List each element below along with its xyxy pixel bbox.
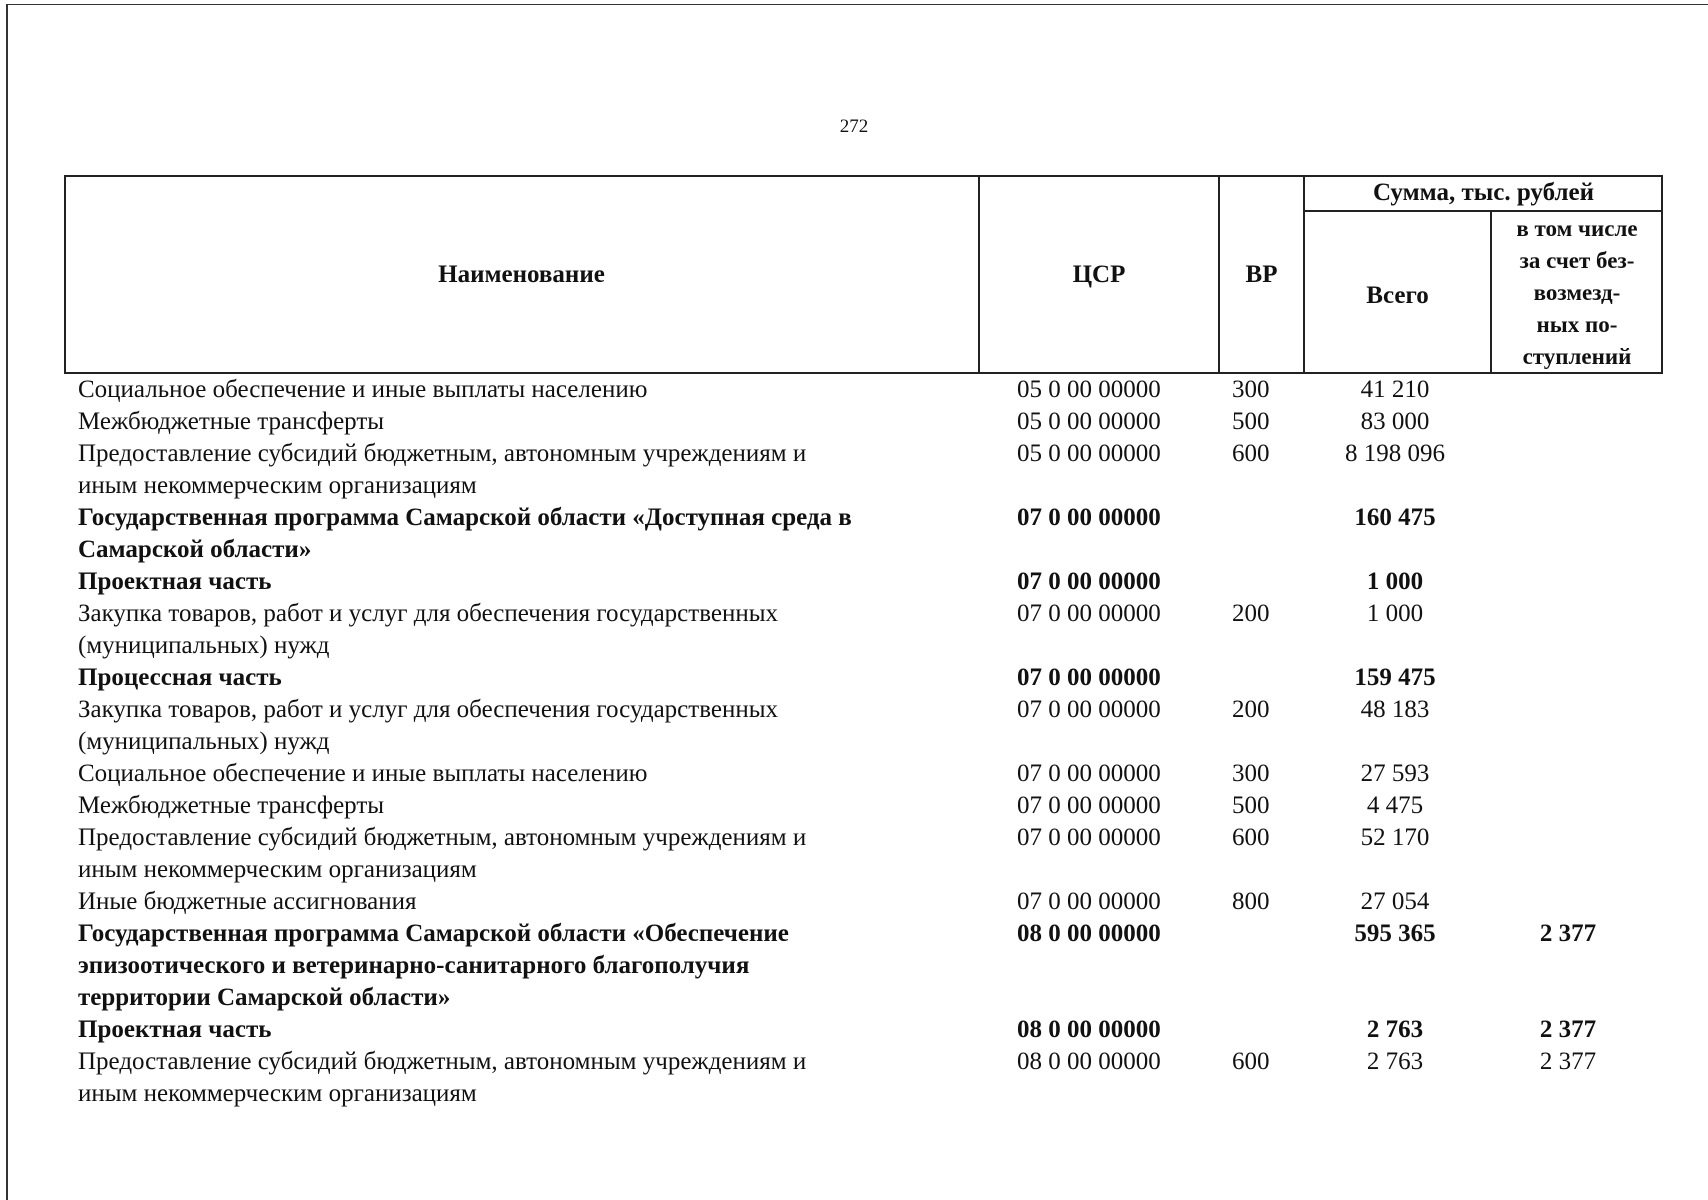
table-row (0, 374, 1708, 406)
row-vr: 500 (1232, 792, 1270, 819)
row-name: Предоставление субсидий бюджетным, автономным учреждениям и иным некоммерческим организациям (78, 1048, 807, 1107)
row-vr: 600 (1232, 824, 1270, 851)
header-sum: Сумма, тыс. рублей (1372, 179, 1595, 206)
table-row (0, 566, 1708, 598)
row-name: Государственная программа Самарской области «Обеспечение эпизоотического и ветеринарно-санитарного благополучия территории Самарской области» (78, 920, 789, 1011)
row-total: 595 365 (1354, 920, 1436, 947)
table-row (0, 1046, 1708, 1110)
table-row (0, 598, 1708, 662)
row-csr: 07 0 00 00000 (1017, 568, 1161, 595)
row-csr: 07 0 00 00000 (1017, 792, 1161, 819)
header-including-line: возмезд- (1533, 279, 1621, 305)
table-row (0, 502, 1708, 566)
header-vr: ВР (1245, 260, 1278, 288)
row-total: 27 593 (1360, 760, 1430, 787)
row-vr: 300 (1232, 760, 1270, 787)
row-name: Межбюджетные трансферты (78, 408, 385, 435)
row-vr: 200 (1232, 696, 1270, 723)
header-including-line: за счет без- (1519, 247, 1635, 273)
row-csr: 08 0 00 00000 (1017, 1016, 1161, 1043)
row-csr: 07 0 00 00000 (1017, 600, 1161, 627)
row-vr: 200 (1232, 600, 1270, 627)
header-including-line: в том числе (1516, 215, 1638, 241)
row-vr: 600 (1232, 1048, 1270, 1075)
row-csr: 08 0 00 00000 (1017, 1048, 1161, 1075)
table-row (0, 438, 1708, 502)
row-total: 27 054 (1360, 888, 1430, 915)
header-name: Наименование (438, 260, 605, 288)
row-total: 52 170 (1360, 824, 1430, 851)
row-csr: 07 0 00 00000 (1017, 664, 1161, 691)
row-name: Государственная программа Самарской области «Доступная среда в Самарской области» (78, 504, 852, 563)
row-grant: 2 377 (1539, 1048, 1597, 1075)
table-row (0, 790, 1708, 822)
row-csr: 07 0 00 00000 (1017, 696, 1161, 723)
row-total: 48 183 (1360, 696, 1430, 723)
table-row (0, 662, 1708, 694)
table-header (64, 175, 1663, 374)
table-row (0, 918, 1708, 1014)
row-csr: 05 0 00 00000 (1017, 376, 1161, 403)
row-name: Предоставление субсидий бюджетным, автономным учреждениям и иным некоммерческим организациям (78, 824, 807, 883)
header-including-line: ных по- (1536, 311, 1618, 337)
row-vr: 600 (1232, 440, 1270, 467)
row-total: 159 475 (1354, 664, 1436, 691)
row-csr: 07 0 00 00000 (1017, 760, 1161, 787)
row-name: Процессная часть (78, 664, 282, 691)
row-total: 1 000 (1366, 568, 1424, 595)
row-csr: 05 0 00 00000 (1017, 408, 1161, 435)
table-row (0, 406, 1708, 438)
row-vr: 300 (1232, 376, 1270, 403)
row-name: Социальное обеспечение и иные выплаты населению (78, 376, 648, 403)
table-row (0, 886, 1708, 918)
row-csr: 08 0 00 00000 (1017, 920, 1161, 947)
row-vr: 500 (1232, 408, 1270, 435)
table-row (0, 758, 1708, 790)
header-including (1491, 211, 1663, 374)
row-total: 41 210 (1360, 376, 1430, 403)
row-grant: 2 377 (1539, 920, 1597, 947)
header-csr: ЦСР (1072, 260, 1126, 288)
row-total: 8 198 096 (1345, 440, 1445, 467)
row-total: 160 475 (1354, 504, 1436, 531)
row-name: Проектная часть (78, 1016, 272, 1043)
table-body (0, 374, 1708, 1110)
row-total: 4 475 (1366, 792, 1424, 819)
page-number: 272 (839, 116, 869, 137)
row-total: 83 000 (1360, 408, 1430, 435)
scan-top-edge (6, 4, 1708, 5)
row-vr: 800 (1232, 888, 1270, 915)
row-total: 2 763 (1366, 1016, 1424, 1043)
header-including-line: ступлений (1522, 343, 1632, 369)
table-row (0, 1014, 1708, 1046)
row-total: 2 763 (1366, 1048, 1424, 1075)
table-row (0, 822, 1708, 886)
row-name: Проектная часть (78, 568, 272, 595)
row-csr: 07 0 00 00000 (1017, 504, 1161, 531)
row-name: Иные бюджетные ассигнования (78, 888, 417, 915)
row-grant: 2 377 (1539, 1016, 1597, 1043)
row-csr: 07 0 00 00000 (1017, 824, 1161, 851)
table-row (0, 694, 1708, 758)
row-name: Межбюджетные трансферты (78, 792, 385, 819)
row-name: Социальное обеспечение и иные выплаты населению (78, 760, 648, 787)
row-name: Закупка товаров, работ и услуг для обеспечения государственных (муниципальных) нужд (78, 696, 779, 755)
row-total: 1 000 (1366, 600, 1424, 627)
header-total: Всего (1366, 281, 1429, 309)
row-csr: 07 0 00 00000 (1017, 888, 1161, 915)
row-csr: 05 0 00 00000 (1017, 440, 1161, 467)
row-name: Предоставление субсидий бюджетным, автономным учреждениям и иным некоммерческим организациям (78, 440, 807, 499)
row-name: Закупка товаров, работ и услуг для обеспечения государственных (муниципальных) нужд (78, 600, 779, 659)
